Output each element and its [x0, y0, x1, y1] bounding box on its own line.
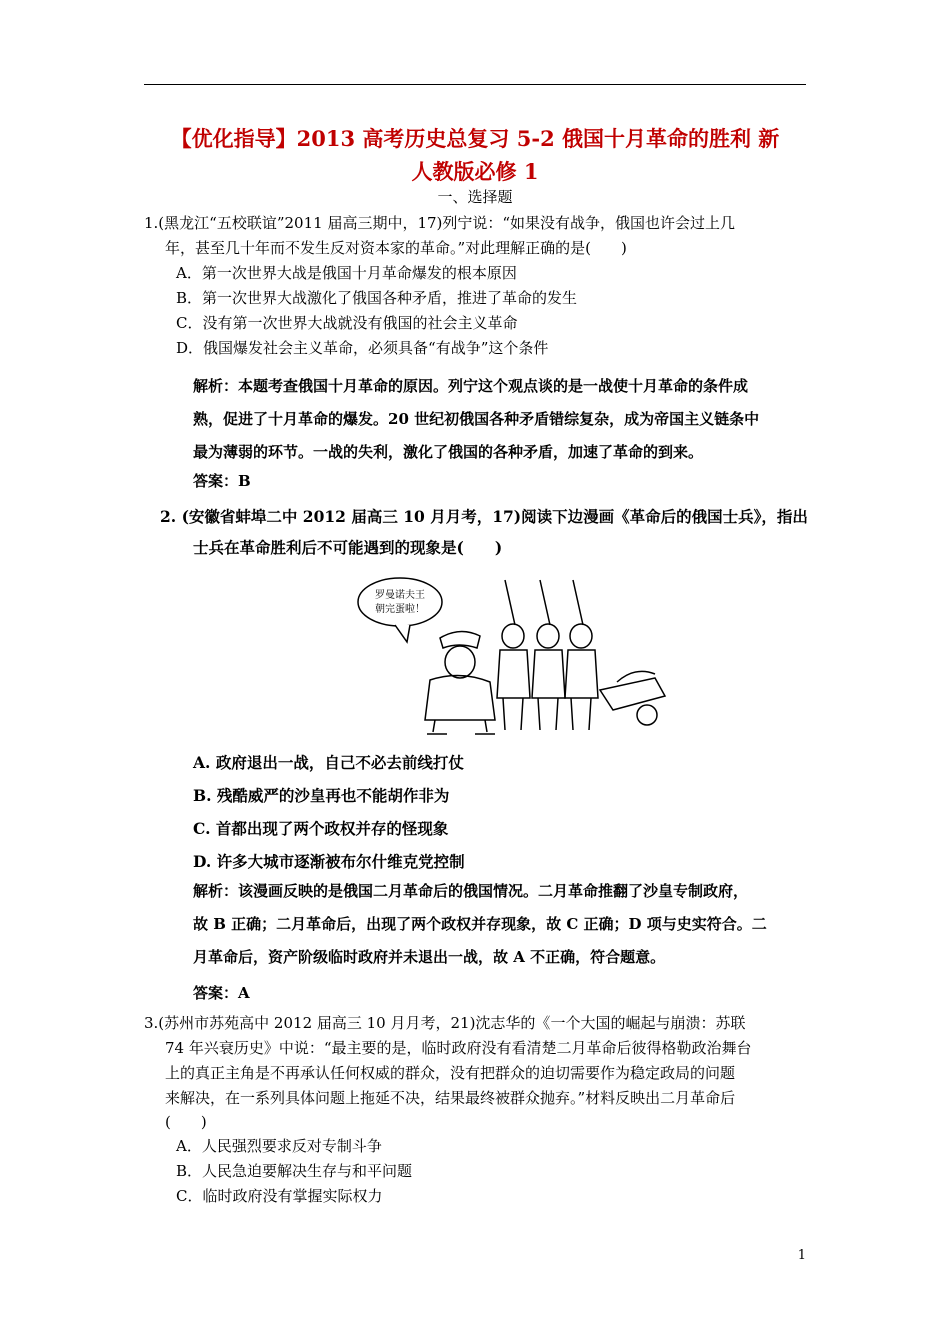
q1-option-c: C．没有第一次世界大战就没有俄国的社会主义革命 [176, 314, 518, 332]
q3-stem-line4: 来解决，在一系列具体问题上拖延不决，结果最终被群众抛弃。”材料反映出二月革命后 [165, 1089, 736, 1107]
q2-option-b: B. 残酷威严的沙皇再也不能胡作非为 [193, 786, 450, 805]
q3-stem-line1: 3.(苏州市苏苑高中 2012 届高三 10 月月考，21)沈志华的《一个大国的崛起与崩溃：苏联 [144, 1014, 746, 1032]
document-title-line2: 人教版必修 1 [411, 159, 539, 184]
q2-analysis-line2: 故 B 正确；二月革命后，出现了两个政权并存现象，故 C 正确；D 项与史实符合。二 [193, 915, 767, 933]
q1-stem-line2: 年，甚至几十年而不发生反对资本家的革命。”对此理解正确的是( ) [165, 239, 627, 257]
q3-option-c: C．临时政府没有掌握实际权力 [176, 1187, 383, 1205]
q2-option-c: C. 首都出现了两个政权并存的怪现象 [193, 819, 449, 838]
q2-answer: 答案：A [193, 984, 250, 1002]
officer-figure [425, 631, 495, 734]
q2-option-d: D. 许多大城市逐渐被布尔什维克党控制 [193, 852, 465, 871]
q2-analysis-line1: 解析：该漫画反映的是俄国二月革命后的俄国情况。二月革命推翻了沙皇专制政府， [193, 882, 749, 900]
bubble-text-line2: 朝完蛋啦！ [375, 604, 425, 615]
page-number: 1 [797, 1248, 806, 1263]
q1-stem-line1: 1.(黑龙江“五校联谊”2011 届高三期中，17)列宁说：“如果没有战争，俄国也许会过上几 [144, 214, 736, 232]
soldiers-group [497, 580, 598, 730]
q1-answer: 答案：B [193, 472, 251, 490]
soldiers-cartoon [355, 570, 675, 740]
q1-option-d: D．俄国爆发社会主义革命，必须具备“有战争”这个条件 [176, 339, 549, 357]
document-title-line1: 【优化指导】2013 高考历史总复习 5-2 俄国十月革命的胜利 新 [170, 126, 780, 151]
q3-stem-line2: 74 年兴衰历史》中说：“最主要的是，临时政府没有看清楚二月革命后彼得格勒政治舞台 [165, 1039, 752, 1057]
q3-stem-line3: 上的真正主角是不再承认任何权威的群众，没有把群众的迫切需要作为稳定政局的问题 [165, 1064, 736, 1082]
q3-option-b: B．人民急迫要解决生存与和平问题 [176, 1162, 413, 1180]
bubble-text-line1: 罗曼诺夫王 [375, 590, 425, 601]
q3-option-a: A．人民强烈要求反对专制斗争 [176, 1137, 382, 1155]
section-heading: 一、选择题 [437, 188, 513, 206]
q2-option-a: A. 政府退出一战，自己不必去前线打仗 [193, 753, 464, 772]
q1-option-a: A．第一次世界大战是俄国十月革命爆发的根本原因 [176, 264, 517, 282]
q1-analysis-line2: 熟，促进了十月革命的爆发。20 世纪初俄国各种矛盾错综复杂，成为帝国主义链条中 [193, 410, 760, 428]
cart-figure [600, 671, 665, 725]
q1-analysis-line3: 最为薄弱的环节。一战的失利，激化了俄国的各种矛盾，加速了革命的到来。 [193, 443, 704, 461]
q2-stem-line1: 2. (安徽省蚌埠二中 2012 届高三 10 月月考，17)阅读下边漫画《革命后的俄国士兵》，指出 [160, 507, 808, 526]
q1-option-b: B．第一次世界大战激化了俄国各种矛盾，推进了革命的发生 [176, 289, 578, 307]
q2-analysis-line3: 月革命后，资产阶级临时政府并未退出一战，故 A 不正确，符合题意。 [193, 948, 666, 966]
q2-stem-line2: 士兵在革命胜利后不可能遇到的现象是( ) [193, 538, 503, 557]
header-rule [144, 84, 806, 85]
q1-analysis-line1: 解析：本题考查俄国十月革命的原因。列宁这个观点谈的是一战使十月革命的条件成 [193, 377, 749, 395]
q3-stem-line5: ( ) [165, 1113, 207, 1131]
